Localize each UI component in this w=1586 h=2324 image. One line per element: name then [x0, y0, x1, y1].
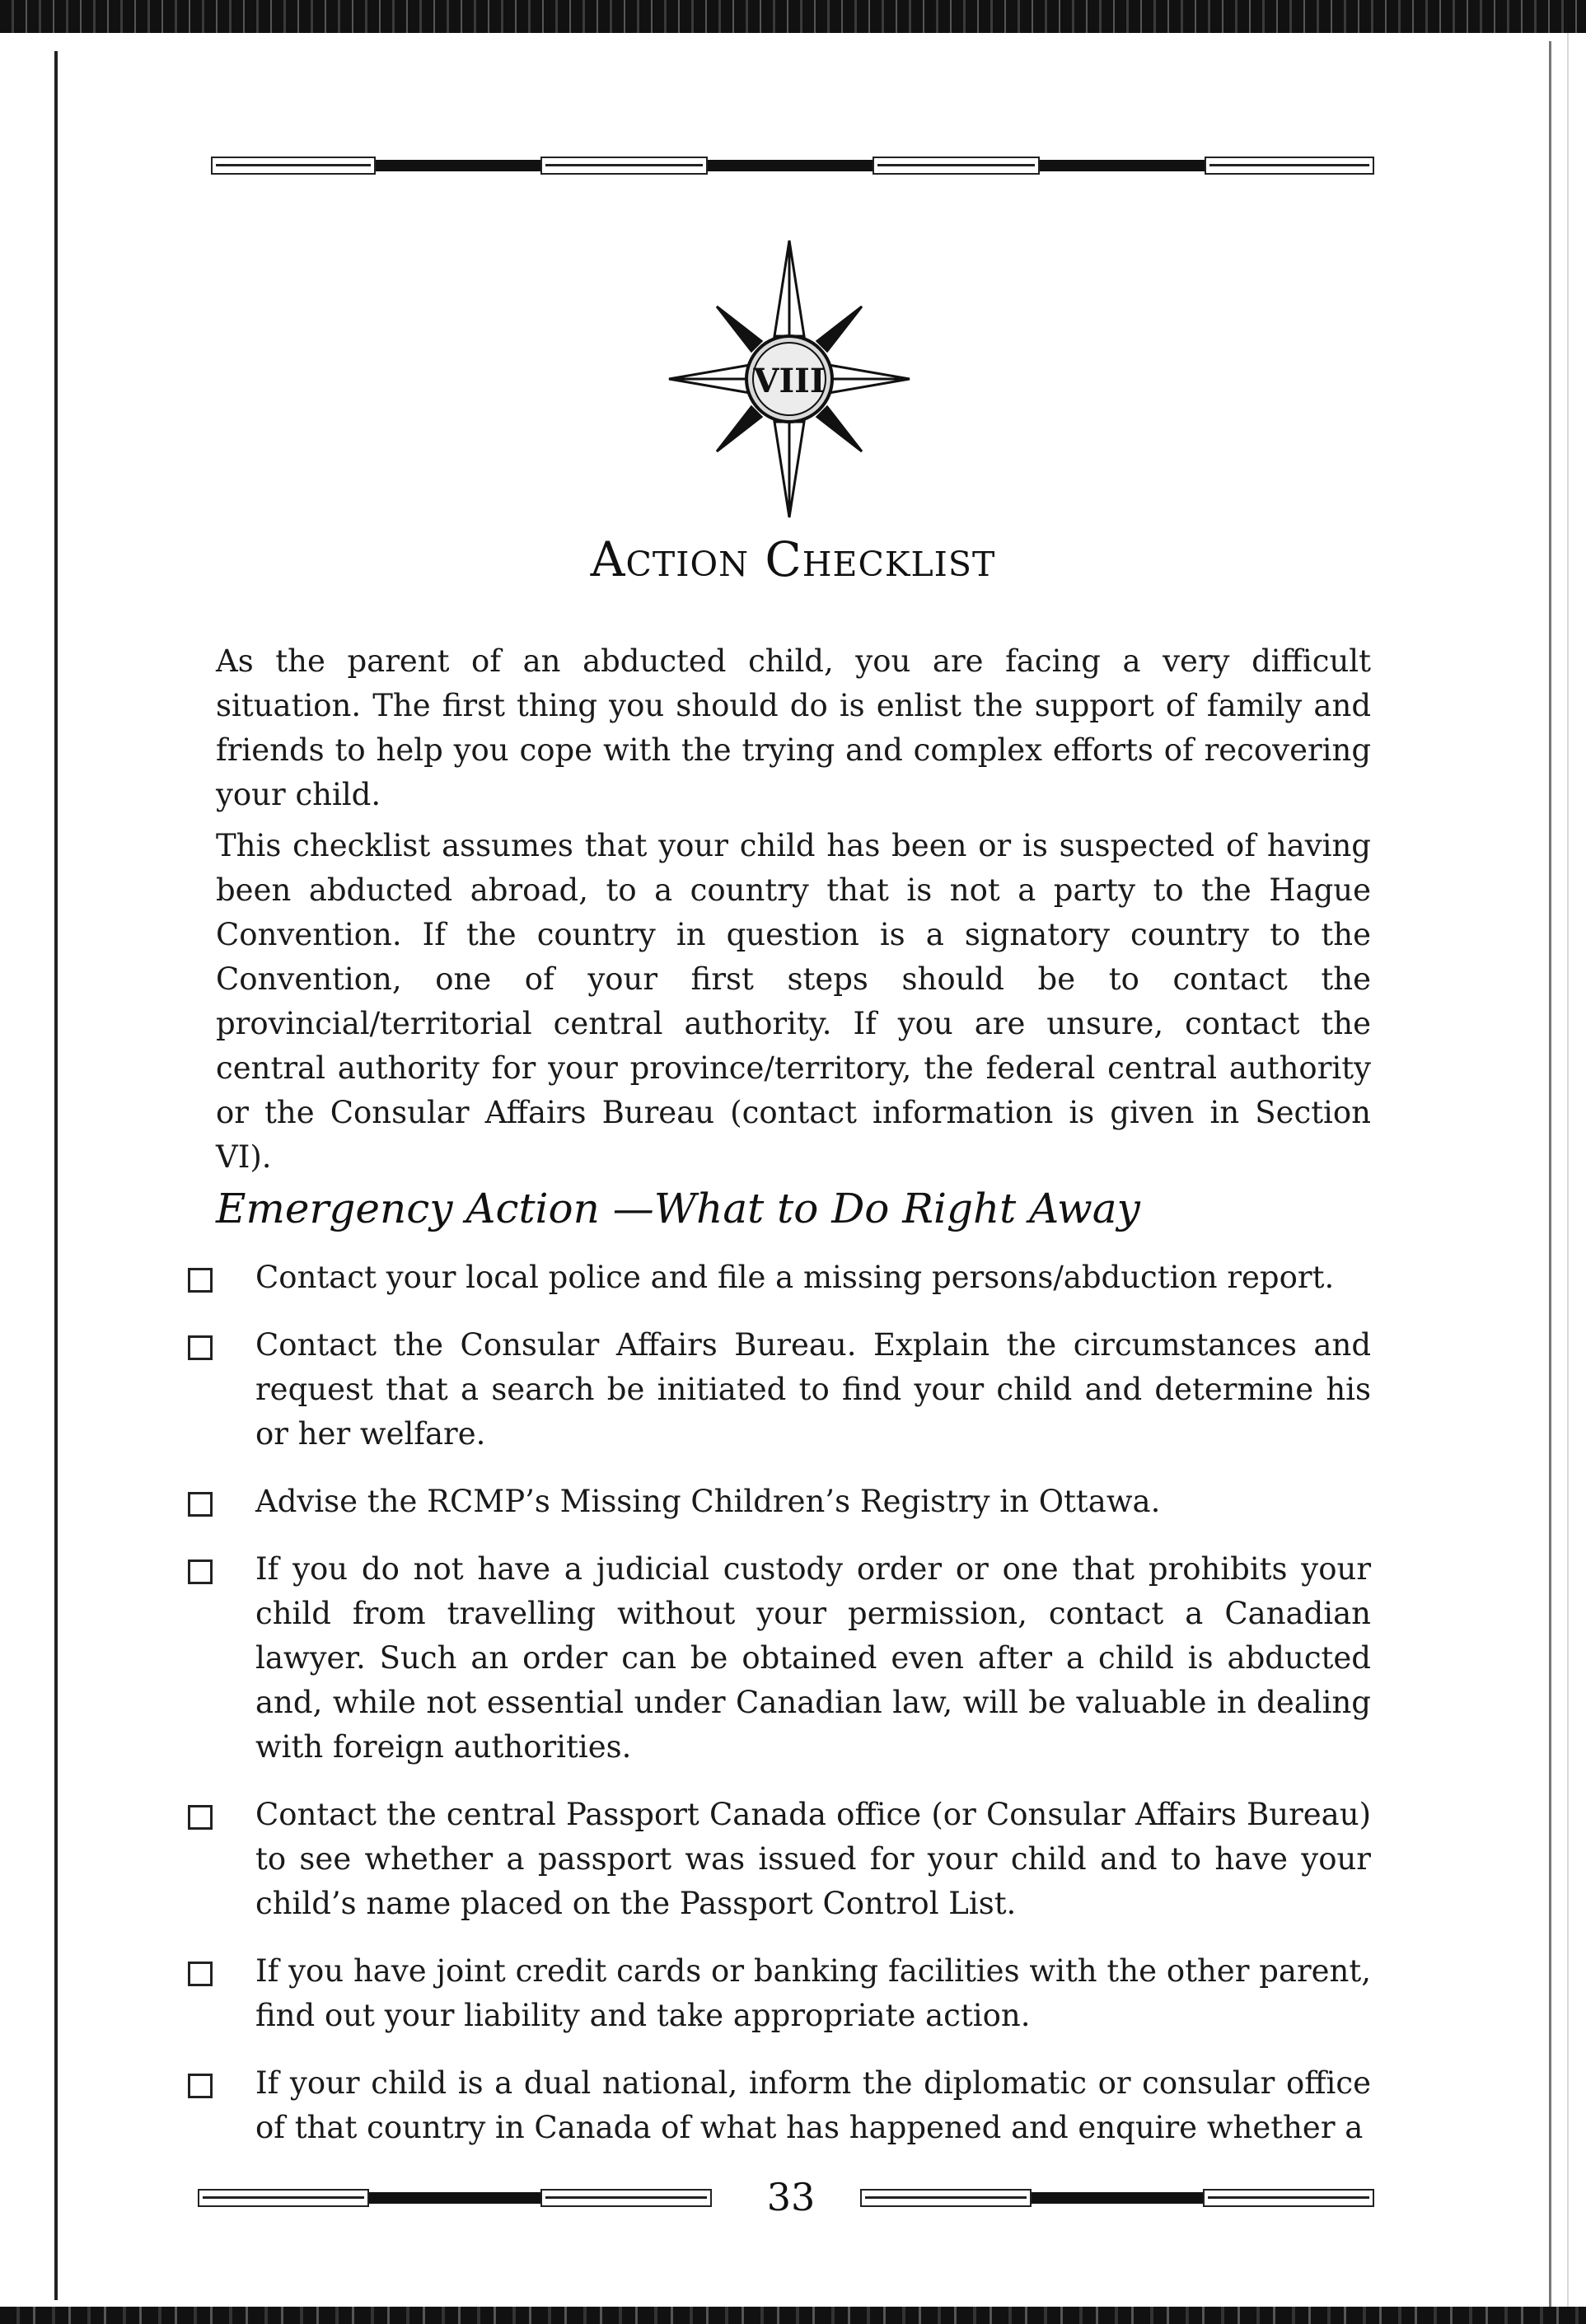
checklist-item-text: Contact the Consular Affairs Bureau. Explain the circumstances and request that a search be initiated to find your child and determine his or her welfare.: [255, 1327, 1371, 1452]
checklist-item: [188, 1480, 1371, 1524]
scan-border-left: [54, 51, 58, 2300]
scan-border-right: [1549, 41, 1551, 2307]
compass-rose-emblem: [666, 239, 913, 519]
checkbox-icon[interactable]: [188, 1962, 213, 1986]
assumption-paragraph: This checklist assumes that your child has been or is suspected of having been abducted abroad, to a country that is not a party to the Hague Convention. If the country in question is a signatory country to the Convention, one of your first steps should be to contact the provincial/territorial central authority. If you are unsure, contact the central authority for your province/territory, the federal central authority or the Consular Affairs Bureau (contact information is given in Section VI).: [216, 828, 1371, 1175]
page-number: 33: [766, 2175, 816, 2219]
checklist-item: [188, 1793, 1371, 1926]
intro-paragraph: As the parent of an abducted child, you are facing a very difficult situation. The first thing you should do is enlist the support of family and friends to help you cope with the trying and complex efforts of recovering your child.: [216, 643, 1371, 812]
checklist-item: [188, 2061, 1371, 2150]
top-decorative-rule: [211, 157, 1374, 175]
scan-border-bottom: [0, 2307, 1586, 2324]
checkbox-icon[interactable]: [188, 2074, 213, 2098]
scan-page-edge: [1562, 33, 1586, 2324]
bottom-left-decorative-rule: [198, 2189, 712, 2207]
checklist-item-text: If your child is a dual national, inform the diplomatic or consular office of that country in Canada of what has happened and enquire whether a: [255, 2065, 1371, 2145]
page-title: Action Checklist: [590, 531, 996, 587]
checklist-item: [188, 1547, 1371, 1770]
scan-border-top: [0, 0, 1586, 33]
checkbox-icon[interactable]: [188, 1268, 213, 1293]
checkbox-icon[interactable]: [188, 1805, 213, 1830]
checklist-item-text: Contact your local police and file a missing persons/abduction report.: [255, 1260, 1335, 1295]
checkbox-icon[interactable]: [188, 1559, 213, 1584]
checkbox-icon[interactable]: [188, 1492, 213, 1517]
checkbox-icon[interactable]: [188, 1335, 213, 1360]
checklist-item-text: If you have joint credit cards or banking facilities with the other parent, find out your liability and take appropriate action.: [255, 1953, 1371, 2033]
section-heading: Emergency Action —What to Do Right Away: [216, 1185, 1140, 1232]
checklist-item: [188, 1323, 1371, 1457]
checklist-item-text: Contact the central Passport Canada office (or Consular Affairs Bureau) to see whether a passport was issued for your child and to have your child’s name placed on the Passport Control List.: [255, 1797, 1371, 1921]
checklist-item-text: If you do not have a judicial custody order or one that prohibits your child from travelling without your permission, contact a Canadian lawyer. Such an order can be obtained even after a child is abducted and, while not essential under Canadian law, will be valuable in dealing with foreign authorities.: [255, 1551, 1371, 1765]
checklist-item: [188, 1949, 1371, 2038]
checklist-item-text: Advise the RCMP’s Missing Children’s Registry in Ottawa.: [255, 1484, 1161, 1519]
section-numeral: VIII: [753, 362, 826, 400]
bottom-right-decorative-rule: [860, 2189, 1374, 2207]
emergency-checklist: [188, 1256, 1371, 2173]
checklist-item: [188, 1256, 1371, 1300]
